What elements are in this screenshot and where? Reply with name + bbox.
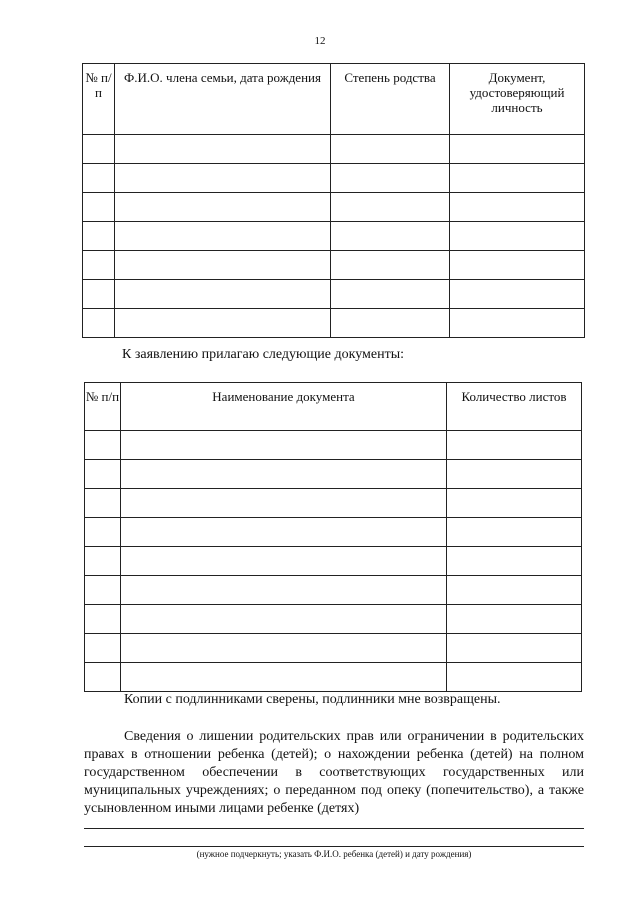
copies-verified-note: Копии с подлинниками сверены, подлинники мне возвращены. — [124, 692, 501, 707]
table-cell[interactable] — [121, 605, 447, 634]
table-cell[interactable] — [331, 164, 450, 193]
table-cell[interactable] — [447, 547, 582, 576]
documents-table-row — [85, 663, 582, 692]
documents-table-row — [85, 576, 582, 605]
family-table-row — [83, 193, 585, 222]
table-cell[interactable] — [331, 251, 450, 280]
fill-in-instruction-footnote: (нужное подчеркнуть; указать Ф.И.О. ребенка (детей) и дату рождения) — [196, 849, 472, 859]
table-cell[interactable] — [121, 576, 447, 605]
table-cell[interactable] — [83, 251, 115, 280]
parental-rights-info-paragraph — [84, 728, 584, 818]
table-cell[interactable] — [450, 222, 585, 251]
table-cell[interactable] — [447, 605, 582, 634]
column-header-document-name: Наименование документа — [121, 383, 447, 431]
table-cell[interactable] — [85, 518, 121, 547]
table-cell[interactable] — [85, 547, 121, 576]
table-cell[interactable] — [121, 489, 447, 518]
table-cell[interactable] — [83, 193, 115, 222]
table-cell[interactable] — [83, 280, 115, 309]
column-header-sheet-count: Количество листов — [447, 383, 582, 431]
table-cell[interactable] — [121, 460, 447, 489]
table-cell[interactable] — [331, 222, 450, 251]
documents-intro-text: К заявлению прилагаю следующие документы: — [122, 347, 405, 362]
table-cell[interactable] — [115, 280, 331, 309]
table-cell[interactable] — [83, 222, 115, 251]
table-cell[interactable] — [85, 460, 121, 489]
documents-table-row — [85, 605, 582, 634]
table-cell[interactable] — [447, 431, 582, 460]
table-cell[interactable] — [447, 460, 582, 489]
table-cell[interactable] — [331, 193, 450, 222]
column-header-number: № п/п — [85, 383, 121, 431]
documents-table-row — [85, 547, 582, 576]
documents-table-row — [85, 460, 582, 489]
table-cell[interactable] — [450, 164, 585, 193]
table-cell[interactable] — [83, 135, 115, 164]
table-cell[interactable] — [83, 164, 115, 193]
fill-in-line-1 — [84, 828, 584, 829]
family-table-row — [83, 135, 585, 164]
table-cell[interactable] — [331, 135, 450, 164]
page-number: 12 — [314, 35, 326, 47]
table-cell[interactable] — [450, 135, 585, 164]
table-cell[interactable] — [447, 634, 582, 663]
table-cell[interactable] — [115, 164, 331, 193]
table-cell[interactable] — [450, 193, 585, 222]
table-cell[interactable] — [450, 280, 585, 309]
table-cell[interactable] — [115, 222, 331, 251]
parental-rights-info-text: Сведения о лишении родительских прав или ограничении в родительских правах в отношении ребенка (детей); о нахождении ребенка (детей) на полном государственном обеспечении в соответствующих государственных или муниципальных учреждениях; о переданном под опеку (попечительство), а также усыновленном иными лицами ребенке (детях) — [84, 729, 584, 816]
family-table-row — [83, 251, 585, 280]
documents-table-row — [85, 431, 582, 460]
column-header-full-name-birthdate: Ф.И.О. члена семьи, дата рождения — [115, 64, 331, 135]
fill-in-line-2 — [84, 846, 584, 847]
table-cell[interactable] — [85, 605, 121, 634]
column-header-identity-document: Документ, удостоверяющий личность — [450, 64, 585, 135]
table-cell[interactable] — [121, 663, 447, 692]
family-members-table — [82, 63, 585, 338]
documents-table-row — [85, 489, 582, 518]
table-cell[interactable] — [115, 135, 331, 164]
table-cell[interactable] — [121, 431, 447, 460]
documents-table-header-row — [85, 383, 582, 431]
family-table-row — [83, 164, 585, 193]
table-cell[interactable] — [447, 576, 582, 605]
table-cell[interactable] — [115, 251, 331, 280]
table-cell[interactable] — [85, 576, 121, 605]
table-cell[interactable] — [121, 518, 447, 547]
table-cell[interactable] — [85, 663, 121, 692]
column-header-number: № п/п — [83, 64, 115, 135]
column-header-relationship: Степень родства — [331, 64, 450, 135]
table-cell[interactable] — [121, 634, 447, 663]
family-table-row — [83, 222, 585, 251]
table-cell[interactable] — [447, 518, 582, 547]
table-cell[interactable] — [85, 634, 121, 663]
table-cell[interactable] — [331, 309, 450, 338]
table-cell[interactable] — [85, 431, 121, 460]
table-cell[interactable] — [115, 309, 331, 338]
table-cell[interactable] — [447, 663, 582, 692]
attached-documents-table — [84, 382, 582, 692]
family-table-row — [83, 309, 585, 338]
table-cell[interactable] — [121, 547, 447, 576]
table-cell[interactable] — [85, 489, 121, 518]
table-cell[interactable] — [450, 251, 585, 280]
family-table-header-row — [83, 64, 585, 135]
table-cell[interactable] — [447, 489, 582, 518]
documents-table-row — [85, 634, 582, 663]
table-cell[interactable] — [450, 309, 585, 338]
family-table-row — [83, 280, 585, 309]
table-cell[interactable] — [83, 309, 115, 338]
table-cell[interactable] — [115, 193, 331, 222]
table-cell[interactable] — [331, 280, 450, 309]
documents-table-row — [85, 518, 582, 547]
